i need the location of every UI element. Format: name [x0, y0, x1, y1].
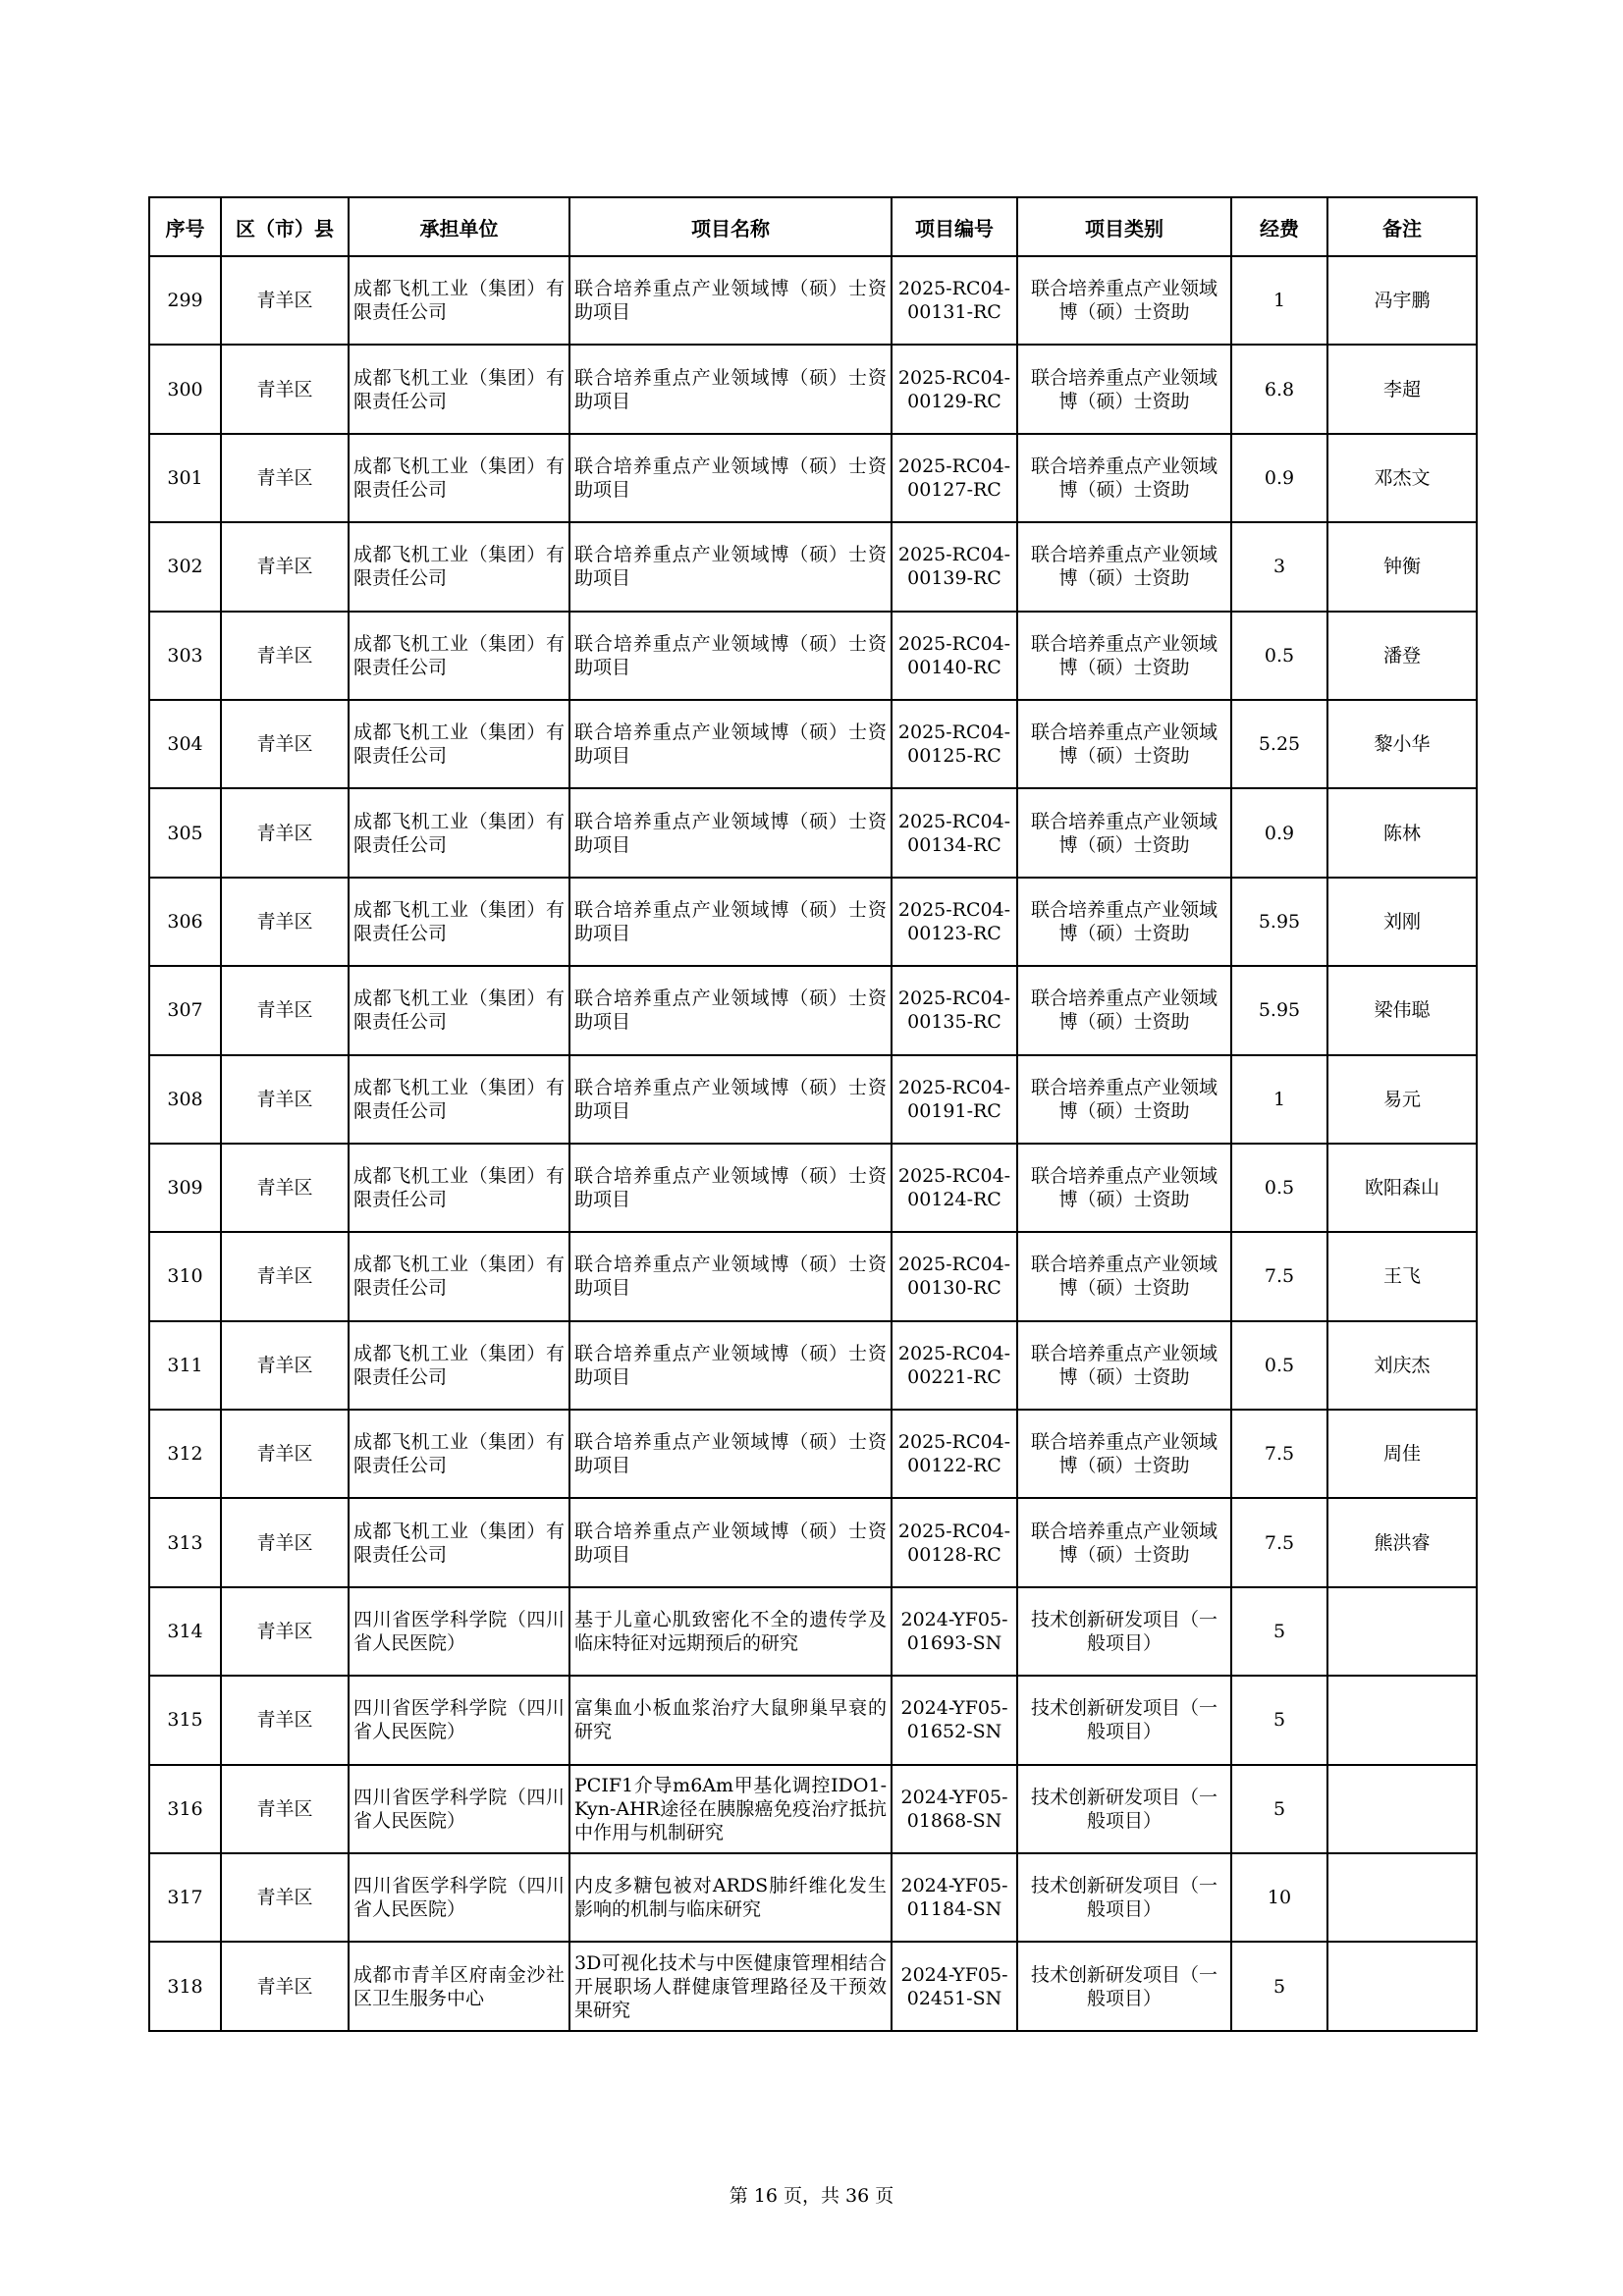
cell-project-category: 联合培养重点产业领域博（硕）士资助	[1017, 966, 1231, 1054]
cell-project-category: 联合培养重点产业领域博（硕）士资助	[1017, 1321, 1231, 1410]
cell-no: 310	[149, 1232, 221, 1320]
cell-unit: 成都飞机工业（集团）有限责任公司	[349, 966, 569, 1054]
cell-remark	[1327, 1853, 1477, 1942]
project-code-suffix: 01184-SN	[906, 1898, 1002, 1921]
cell-remark: 冯宇鹏	[1327, 256, 1477, 345]
cell-project-code	[892, 1144, 1017, 1232]
project-code-suffix: 02451-SN	[906, 1987, 1002, 2009]
project-code-prefix: 2024-YF05-	[900, 1697, 1008, 1720]
cell-unit: 四川省医学科学院（四川省人民医院）	[349, 1765, 569, 1853]
project-code-suffix: 00139-RC	[907, 567, 1001, 590]
cell-project-code	[892, 1232, 1017, 1320]
cell-unit: 成都飞机工业（集团）有限责任公司	[349, 256, 569, 345]
cell-remark: 陈林	[1327, 788, 1477, 877]
cell-remark: 刘刚	[1327, 878, 1477, 966]
cell-no: 304	[149, 700, 221, 788]
cell-project-code	[892, 878, 1017, 966]
project-code-prefix: 2025-RC04-	[897, 1431, 1011, 1454]
table-header-row	[149, 197, 1477, 256]
cell-unit: 成都飞机工业（集团）有限责任公司	[349, 1055, 569, 1144]
cell-remark	[1327, 1676, 1477, 1764]
cell-project-category: 联合培养重点产业领域博（硕）士资助	[1017, 700, 1231, 788]
project-code-suffix: 00128-RC	[907, 1543, 1001, 1566]
cell-funds: 1	[1231, 256, 1327, 345]
cell-funds: 5.25	[1231, 700, 1327, 788]
cell-funds: 5	[1231, 1587, 1327, 1676]
cell-project-code	[892, 788, 1017, 877]
cell-unit: 成都飞机工业（集团）有限责任公司	[349, 1498, 569, 1586]
cell-remark: 熊洪睿	[1327, 1498, 1477, 1586]
table-row	[149, 788, 1477, 877]
cell-no: 307	[149, 966, 221, 1054]
cell-unit: 成都飞机工业（集团）有限责任公司	[349, 1232, 569, 1320]
cell-project-code	[892, 256, 1017, 345]
project-code-suffix: 00127-RC	[907, 478, 1001, 501]
cell-project-code	[892, 522, 1017, 611]
project-code-prefix: 2024-YF05-	[900, 1875, 1008, 1897]
table-row	[149, 878, 1477, 966]
cell-district: 青羊区	[221, 1321, 349, 1410]
cell-unit: 成都飞机工业（集团）有限责任公司	[349, 522, 569, 611]
cell-no: 301	[149, 434, 221, 522]
cell-project-code	[892, 1765, 1017, 1853]
table-row	[149, 612, 1477, 700]
cell-funds: 6.8	[1231, 345, 1327, 433]
header-no: 序号	[149, 197, 221, 256]
table-body	[149, 256, 1477, 2031]
header-funds: 经费	[1231, 197, 1327, 256]
cell-no: 300	[149, 345, 221, 433]
table-row	[149, 1410, 1477, 1498]
cell-unit: 成都飞机工业（集团）有限责任公司	[349, 878, 569, 966]
project-code-prefix: 2024-YF05-	[900, 1786, 1008, 1808]
project-code-prefix: 2024-YF05-	[900, 1963, 1008, 1986]
project-code-suffix: 00221-RC	[907, 1365, 1001, 1388]
cell-project-code	[892, 1410, 1017, 1498]
cell-no: 305	[149, 788, 221, 877]
table-row	[149, 434, 1477, 522]
cell-project-category: 联合培养重点产业领域博（硕）士资助	[1017, 345, 1231, 433]
cell-funds: 0.5	[1231, 612, 1327, 700]
table-row	[149, 1587, 1477, 1676]
cell-unit: 成都飞机工业（集团）有限责任公司	[349, 434, 569, 522]
cell-remark: 钟衡	[1327, 522, 1477, 611]
cell-project-code	[892, 1853, 1017, 1942]
cell-remark: 黎小华	[1327, 700, 1477, 788]
cell-district: 青羊区	[221, 1853, 349, 1942]
cell-unit: 成都飞机工业（集团）有限责任公司	[349, 1410, 569, 1498]
project-code-prefix: 2025-RC04-	[897, 898, 1011, 921]
table-row	[149, 522, 1477, 611]
project-code-suffix: 00122-RC	[907, 1455, 1001, 1477]
cell-funds: 5	[1231, 1765, 1327, 1853]
project-code-suffix: 00135-RC	[907, 1011, 1001, 1034]
cell-project-category: 联合培养重点产业领域博（硕）士资助	[1017, 1144, 1231, 1232]
cell-funds: 7.5	[1231, 1410, 1327, 1498]
cell-no: 311	[149, 1321, 221, 1410]
cell-project-category: 联合培养重点产业领域博（硕）士资助	[1017, 434, 1231, 522]
cell-project-category: 联合培养重点产业领域博（硕）士资助	[1017, 1498, 1231, 1586]
project-code-prefix: 2025-RC04-	[897, 1520, 1011, 1542]
header-project-code: 项目编号	[892, 197, 1017, 256]
table-row	[149, 700, 1477, 788]
cell-district: 青羊区	[221, 1055, 349, 1144]
cell-remark: 周佳	[1327, 1410, 1477, 1498]
cell-project-code	[892, 345, 1017, 433]
cell-project-name: 联合培养重点产业领域博（硕）士资助项目	[569, 434, 892, 522]
project-code-prefix: 2025-RC04-	[897, 278, 1011, 300]
cell-funds: 0.9	[1231, 434, 1327, 522]
table-row	[149, 1765, 1477, 1853]
cell-funds: 7.5	[1231, 1498, 1327, 1586]
cell-project-category: 联合培养重点产业领域博（硕）士资助	[1017, 788, 1231, 877]
cell-district: 青羊区	[221, 1144, 349, 1232]
cell-remark: 王飞	[1327, 1232, 1477, 1320]
project-code-prefix: 2025-RC04-	[897, 721, 1011, 744]
cell-project-name: 富集血小板血浆治疗大鼠卵巢早衰的研究	[569, 1676, 892, 1764]
cell-project-category: 联合培养重点产业领域博（硕）士资助	[1017, 1055, 1231, 1144]
cell-project-category: 技术创新研发项目（一般项目）	[1017, 1942, 1231, 2030]
project-code-suffix: 00191-RC	[907, 1099, 1001, 1122]
project-code-prefix: 2025-RC04-	[897, 366, 1011, 389]
cell-remark: 邓杰文	[1327, 434, 1477, 522]
cell-no: 314	[149, 1587, 221, 1676]
project-code-suffix: 00130-RC	[907, 1277, 1001, 1300]
cell-project-name: 基于儿童心肌致密化不全的遗传学及临床特征对远期预后的研究	[569, 1587, 892, 1676]
cell-remark	[1327, 1587, 1477, 1676]
project-code-suffix: 00125-RC	[907, 745, 1001, 768]
cell-remark: 易元	[1327, 1055, 1477, 1144]
project-code-prefix: 2024-YF05-	[900, 1609, 1008, 1631]
cell-unit: 成都市青羊区府南金沙社区卫生服务中心	[349, 1942, 569, 2030]
cell-unit: 成都飞机工业（集团）有限责任公司	[349, 788, 569, 877]
cell-project-name: 联合培养重点产业领域博（硕）士资助项目	[569, 1144, 892, 1232]
header-remark: 备注	[1327, 197, 1477, 256]
header-unit: 承担单位	[349, 197, 569, 256]
cell-remark	[1327, 1942, 1477, 2030]
cell-funds: 1	[1231, 1055, 1327, 1144]
cell-district: 青羊区	[221, 1765, 349, 1853]
project-code-prefix: 2025-RC04-	[897, 544, 1011, 566]
cell-project-code	[892, 1055, 1017, 1144]
cell-no: 299	[149, 256, 221, 345]
table-row	[149, 1232, 1477, 1320]
cell-district: 青羊区	[221, 434, 349, 522]
cell-project-name: 联合培养重点产业领域博（硕）士资助项目	[569, 788, 892, 877]
cell-funds: 5.95	[1231, 966, 1327, 1054]
cell-district: 青羊区	[221, 1676, 349, 1764]
cell-district: 青羊区	[221, 788, 349, 877]
cell-funds: 5	[1231, 1942, 1327, 2030]
cell-district: 青羊区	[221, 1942, 349, 2030]
cell-remark	[1327, 1765, 1477, 1853]
project-code-suffix: 00131-RC	[907, 301, 1001, 324]
cell-project-category: 联合培养重点产业领域博（硕）士资助	[1017, 612, 1231, 700]
cell-unit: 成都飞机工业（集团）有限责任公司	[349, 700, 569, 788]
cell-district: 青羊区	[221, 878, 349, 966]
cell-project-name: 3D可视化技术与中医健康管理相结合开展职场人群健康管理路径及干预效果研究	[569, 1942, 892, 2030]
cell-funds: 7.5	[1231, 1232, 1327, 1320]
cell-project-category: 联合培养重点产业领域博（硕）士资助	[1017, 522, 1231, 611]
cell-project-category: 联合培养重点产业领域博（硕）士资助	[1017, 256, 1231, 345]
cell-project-name: 联合培养重点产业领域博（硕）士资助项目	[569, 256, 892, 345]
project-code-prefix: 2025-RC04-	[897, 1342, 1011, 1364]
cell-project-name: 联合培养重点产业领域博（硕）士资助项目	[569, 700, 892, 788]
cell-project-name: 联合培养重点产业领域博（硕）士资助项目	[569, 1055, 892, 1144]
cell-remark: 李超	[1327, 345, 1477, 433]
cell-unit: 成都飞机工业（集团）有限责任公司	[349, 345, 569, 433]
project-code-suffix: 00129-RC	[907, 390, 1001, 412]
table-row	[149, 1144, 1477, 1232]
cell-project-category: 联合培养重点产业领域博（硕）士资助	[1017, 878, 1231, 966]
project-code-prefix: 2025-RC04-	[897, 632, 1011, 655]
cell-project-name: 联合培养重点产业领域博（硕）士资助项目	[569, 1410, 892, 1498]
cell-district: 青羊区	[221, 1410, 349, 1498]
table-row	[149, 1853, 1477, 1942]
project-code-suffix: 00140-RC	[907, 656, 1001, 678]
cell-district: 青羊区	[221, 1587, 349, 1676]
cell-district: 青羊区	[221, 612, 349, 700]
cell-unit: 成都飞机工业（集团）有限责任公司	[349, 612, 569, 700]
cell-project-name: 联合培养重点产业领域博（硕）士资助项目	[569, 1498, 892, 1586]
cell-unit: 成都飞机工业（集团）有限责任公司	[349, 1321, 569, 1410]
table-row	[149, 1676, 1477, 1764]
cell-no: 317	[149, 1853, 221, 1942]
project-code-suffix: 00124-RC	[907, 1189, 1001, 1211]
cell-project-name: 联合培养重点产业领域博（硕）士资助项目	[569, 345, 892, 433]
cell-no: 302	[149, 522, 221, 611]
cell-funds: 5.95	[1231, 878, 1327, 966]
cell-no: 303	[149, 612, 221, 700]
cell-no: 309	[149, 1144, 221, 1232]
cell-project-name: 联合培养重点产业领域博（硕）士资助项目	[569, 1321, 892, 1410]
table-row	[149, 256, 1477, 345]
cell-remark: 刘庆杰	[1327, 1321, 1477, 1410]
page-number: 第 16 页，共 36 页	[729, 2185, 894, 2207]
table-row	[149, 1321, 1477, 1410]
cell-no: 316	[149, 1765, 221, 1853]
funding-table	[148, 196, 1478, 2032]
cell-district: 青羊区	[221, 1498, 349, 1586]
cell-project-category: 技术创新研发项目（一般项目）	[1017, 1853, 1231, 1942]
cell-district: 青羊区	[221, 522, 349, 611]
cell-project-code	[892, 966, 1017, 1054]
cell-project-name: 内皮多糖包被对ARDS肺纤维化发生影响的机制与临床研究	[569, 1853, 892, 1942]
cell-no: 313	[149, 1498, 221, 1586]
cell-project-category: 技术创新研发项目（一般项目）	[1017, 1587, 1231, 1676]
cell-district: 青羊区	[221, 256, 349, 345]
cell-unit: 四川省医学科学院（四川省人民医院）	[349, 1587, 569, 1676]
cell-project-code	[892, 612, 1017, 700]
cell-remark: 梁伟聪	[1327, 966, 1477, 1054]
cell-project-code	[892, 1498, 1017, 1586]
project-code-suffix: 00123-RC	[907, 922, 1001, 944]
cell-funds: 10	[1231, 1853, 1327, 1942]
project-code-prefix: 2025-RC04-	[897, 988, 1011, 1010]
header-district: 区（市）县	[221, 197, 349, 256]
cell-remark: 潘登	[1327, 612, 1477, 700]
cell-project-name: 联合培养重点产业领域博（硕）士资助项目	[569, 878, 892, 966]
project-code-prefix: 2025-RC04-	[897, 1254, 1011, 1276]
cell-project-code	[892, 1942, 1017, 2030]
cell-project-category: 联合培养重点产业领域博（硕）士资助	[1017, 1232, 1231, 1320]
cell-project-name: PCIF1介导m6Am甲基化调控IDO1-Kyn-AHR途径在胰腺癌免疫治疗抵抗中作用与机制研究	[569, 1765, 892, 1853]
table-row	[149, 1055, 1477, 1144]
cell-unit: 四川省医学科学院（四川省人民医院）	[349, 1676, 569, 1764]
cell-project-code	[892, 1587, 1017, 1676]
cell-project-category: 技术创新研发项目（一般项目）	[1017, 1765, 1231, 1853]
table-row	[149, 345, 1477, 433]
cell-project-code	[892, 1321, 1017, 1410]
cell-remark: 欧阳森山	[1327, 1144, 1477, 1232]
cell-funds: 0.5	[1231, 1321, 1327, 1410]
table-row	[149, 966, 1477, 1054]
cell-project-code	[892, 1676, 1017, 1764]
project-code-suffix: 01868-SN	[906, 1809, 1002, 1832]
cell-project-name: 联合培养重点产业领域博（硕）士资助项目	[569, 966, 892, 1054]
cell-project-name: 联合培养重点产业领域博（硕）士资助项目	[569, 612, 892, 700]
project-code-prefix: 2025-RC04-	[897, 1076, 1011, 1098]
cell-funds: 3	[1231, 522, 1327, 611]
cell-project-category: 技术创新研发项目（一般项目）	[1017, 1676, 1231, 1764]
cell-funds: 0.5	[1231, 1144, 1327, 1232]
cell-district: 青羊区	[221, 345, 349, 433]
cell-project-category: 联合培养重点产业领域博（硕）士资助	[1017, 1410, 1231, 1498]
header-project-name: 项目名称	[569, 197, 892, 256]
project-code-prefix: 2025-RC04-	[897, 454, 1011, 477]
project-code-suffix: 01652-SN	[906, 1721, 1002, 1743]
table-row	[149, 1498, 1477, 1586]
cell-no: 315	[149, 1676, 221, 1764]
project-code-suffix: 00134-RC	[907, 833, 1001, 856]
cell-unit: 成都飞机工业（集团）有限责任公司	[349, 1144, 569, 1232]
cell-funds: 0.9	[1231, 788, 1327, 877]
header-project-category: 项目类别	[1017, 197, 1231, 256]
project-code-prefix: 2025-RC04-	[897, 1165, 1011, 1188]
cell-funds: 5	[1231, 1676, 1327, 1764]
cell-district: 青羊区	[221, 700, 349, 788]
cell-unit: 四川省医学科学院（四川省人民医院）	[349, 1853, 569, 1942]
cell-no: 306	[149, 878, 221, 966]
project-code-suffix: 01693-SN	[906, 1632, 1002, 1655]
table-row	[149, 1942, 1477, 2030]
cell-project-code	[892, 434, 1017, 522]
cell-district: 青羊区	[221, 966, 349, 1054]
cell-no: 318	[149, 1942, 221, 2030]
cell-no: 312	[149, 1410, 221, 1498]
cell-district: 青羊区	[221, 1232, 349, 1320]
cell-no: 308	[149, 1055, 221, 1144]
cell-project-name: 联合培养重点产业领域博（硕）士资助项目	[569, 522, 892, 611]
project-code-prefix: 2025-RC04-	[897, 810, 1011, 832]
cell-project-name: 联合培养重点产业领域博（硕）士资助项目	[569, 1232, 892, 1320]
cell-project-code	[892, 700, 1017, 788]
